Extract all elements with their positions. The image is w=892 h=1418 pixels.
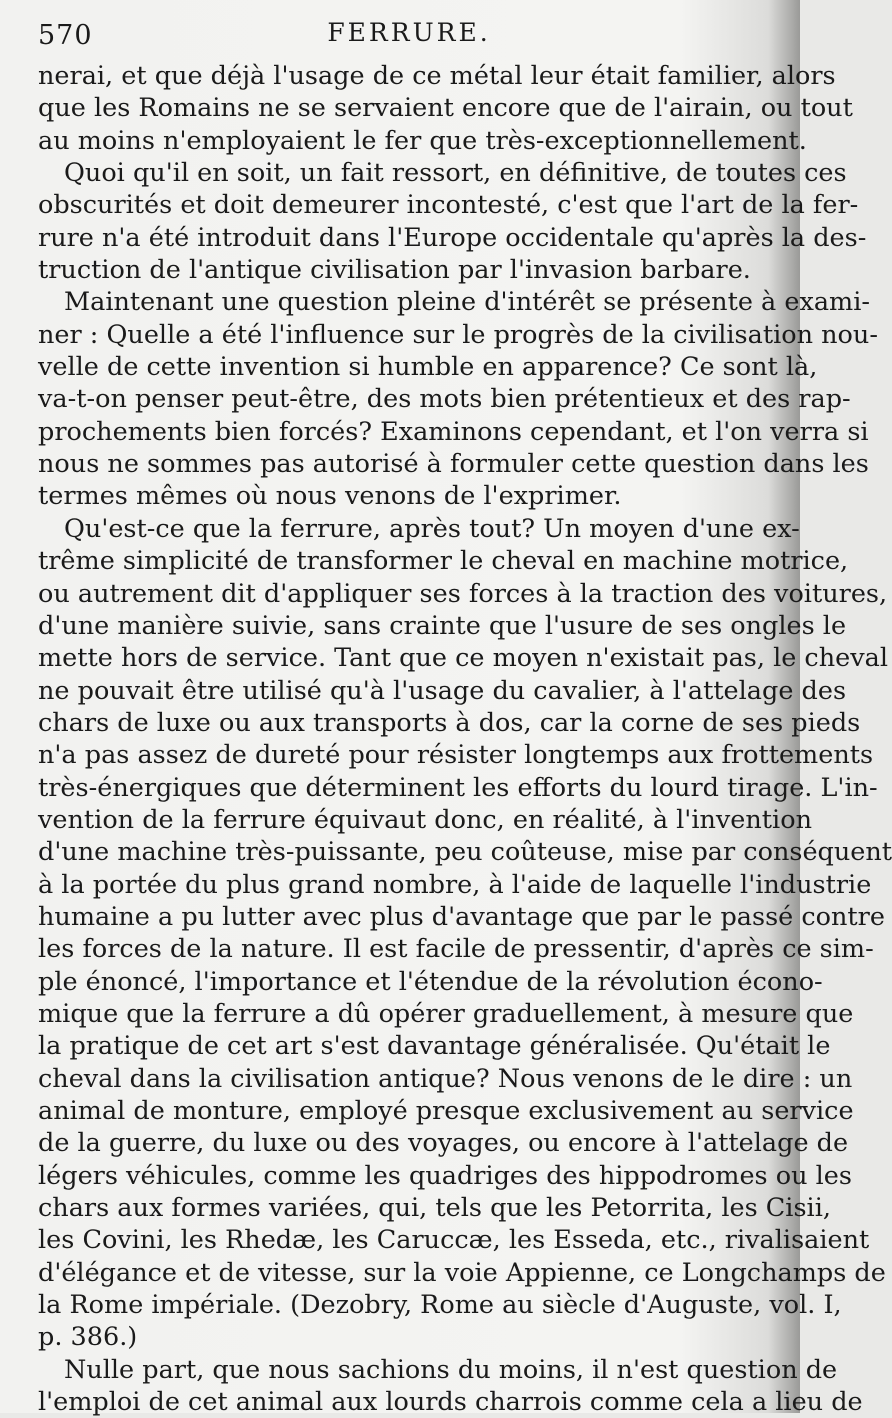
text-line: va-t-on penser peut-être, des mots bien prétentieux et des rap-: [38, 384, 851, 415]
paragraph-first-line: Maintenant une question pleine d'intérêt se présente à exami-: [64, 287, 870, 318]
paragraph-first-line: Qu'est-ce que la ferrure, après tout? Un moyen d'une ex-: [64, 513, 800, 544]
paragraph-first-line: Quoi qu'il en soit, un fait ressort, en définitive, de toutes ces: [64, 158, 847, 189]
body-text: [38, 60, 892, 1418]
text-line: ner : Quelle a été l'influence sur le progrès de la civilisation nou-: [38, 319, 878, 350]
text-line: nous ne sommes pas autorisé à formuler cette question dans les: [38, 449, 869, 480]
text-line: vention de la ferrure équivaut donc, en réalité, à l'invention: [38, 804, 812, 835]
text-line: termes mêmes où nous venons de l'exprimer.: [38, 481, 622, 512]
text-line: prochements bien forcés? Examinons cependant, et l'on verra si: [38, 416, 869, 447]
text-line: que les Romains ne se servaient encore que de l'airain, ou tout: [38, 93, 853, 124]
text-line: velle de cette invention si humble en apparence? Ce sont là,: [38, 352, 818, 383]
text-line: nerai, et que déjà l'usage de ce métal leur était familier, alors: [38, 61, 836, 91]
text-line: humaine a pu lutter avec plus d'avantage que par le passé contre: [38, 901, 885, 932]
text-line: animal de monture, employé presque exclusivement au service: [38, 1096, 854, 1126]
text-line: chars de luxe ou aux transports à dos, car la corne de ses pieds: [38, 707, 861, 738]
page-number: 570: [38, 20, 93, 51]
text-line: la pratique de cet art s'est davantage généralisée. Qu'était le: [38, 1031, 831, 1062]
text-line: les forces de la nature. Il est facile de pressentir, d'après ce sim-: [38, 934, 874, 965]
text-line: truction de l'antique civilisation par l'invasion barbare.: [38, 255, 751, 286]
text-line: d'une machine très-puissante, peu coûteuse, mise par conséquent: [38, 837, 892, 868]
text-line: ple énoncé, l'importance et l'étendue de la révolution écono-: [38, 966, 823, 997]
running-head: [38, 14, 760, 54]
text-line: cheval dans la civilisation antique? Nous venons de le dire : un: [38, 1063, 853, 1094]
text-line: légers véhicules, comme les quadriges des hippodromes ou les: [38, 1160, 852, 1191]
text-line: très-énergiques que déterminent les efforts du lourd tirage. L'in-: [38, 772, 878, 803]
text-line: chars aux formes variées, qui, tels que les Petorrita, les Cisii,: [38, 1193, 831, 1224]
text-line: de la guerre, du luxe ou des voyages, ou encore à l'attelage de: [38, 1128, 849, 1159]
text-line: obscurités et doit demeurer incontesté, c'est que l'art de la fer-: [38, 190, 859, 221]
text-line: mette hors de service. Tant que ce moyen n'existait pas, le cheval: [38, 643, 888, 674]
text-line: mique que la ferrure a dû opérer graduellement, à mesure que: [38, 998, 854, 1029]
running-title: FERRURE.: [327, 18, 491, 47]
text-line: la Rome impériale. (Dezobry, Rome au siècle d'Auguste, vol. I,: [38, 1290, 842, 1321]
text-line: n'a pas assez de dureté pour résister longtemps aux frottements: [38, 740, 874, 771]
text-line: ne pouvait être utilisé qu'à l'usage du cavalier, à l'attelage des: [38, 675, 847, 706]
text-line: les Covini, les Rhedæ, les Caruccæ, les Esseda, etc., rivalisaient: [38, 1225, 870, 1256]
text-line: à la portée du plus grand nombre, à l'aide de laquelle l'industrie: [38, 869, 872, 900]
text-line: ou autrement dit d'appliquer ses forces à la traction des voitures,: [38, 578, 888, 609]
text-line: trême simplicité de transformer le cheval en machine motrice,: [38, 546, 849, 577]
text-line: p. 386.): [38, 1322, 138, 1353]
text-line: au moins n'employaient le fer que très-exceptionnellement.: [38, 125, 807, 156]
text-line: d'une manière suivie, sans crainte que l'usure de ses ongles le: [38, 610, 847, 641]
text-line: rure n'a été introduit dans l'Europe occidentale qu'après la des-: [38, 222, 867, 253]
text-line: d'élégance et de vitesse, sur la voie Appienne, ce Longchamps de: [38, 1257, 886, 1288]
paragraph-first-line: Nulle part, que nous sachions du moins, il n'est question de: [64, 1354, 838, 1385]
text-line: l'emploi de cet animal aux lourds charrois comme cela a lieu de: [38, 1387, 863, 1418]
